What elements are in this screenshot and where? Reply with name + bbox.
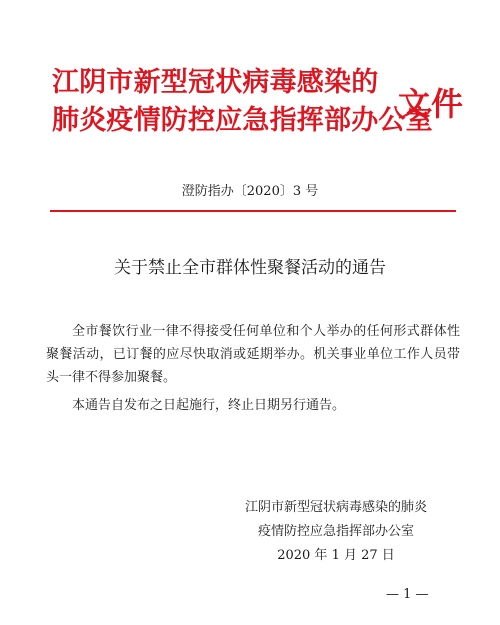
red-separator-line <box>50 210 456 212</box>
page-number: — 1 — <box>386 587 429 602</box>
notice-title: 关于禁止全市群体性聚餐活动的通告 <box>114 258 386 278</box>
notice-body <box>46 320 460 417</box>
document-label: 文件 <box>398 85 465 123</box>
signature-block <box>216 496 456 568</box>
body-paragraph: 全市餐饮行业一律不得接受任何单位和个人举办的任何形式群体性聚餐活动，已订餐的应尽快取消或延期举办。机关事业单位工作人员带头一律不得参加聚餐。 <box>46 324 460 385</box>
signature-line-2: 疫情防控应急指挥部办公室 <box>257 524 414 539</box>
document-header <box>52 66 472 144</box>
issuing-office-line-1: 江阴市新型冠状病毒感染的 <box>52 67 379 98</box>
signature-date: 2020 年 1 月 27 日 <box>277 548 395 563</box>
body-paragraph: 本通告自发布之日起施行，终止日期另行通告。 <box>72 398 346 413</box>
document-number: 澄防指办〔2020〕3 号 <box>181 184 319 199</box>
issuing-office-line-2: 肺炎疫情防控应急指挥部办公室 <box>52 105 433 136</box>
signature-line-1: 江阴市新型冠状病毒感染的肺炎 <box>244 500 427 515</box>
